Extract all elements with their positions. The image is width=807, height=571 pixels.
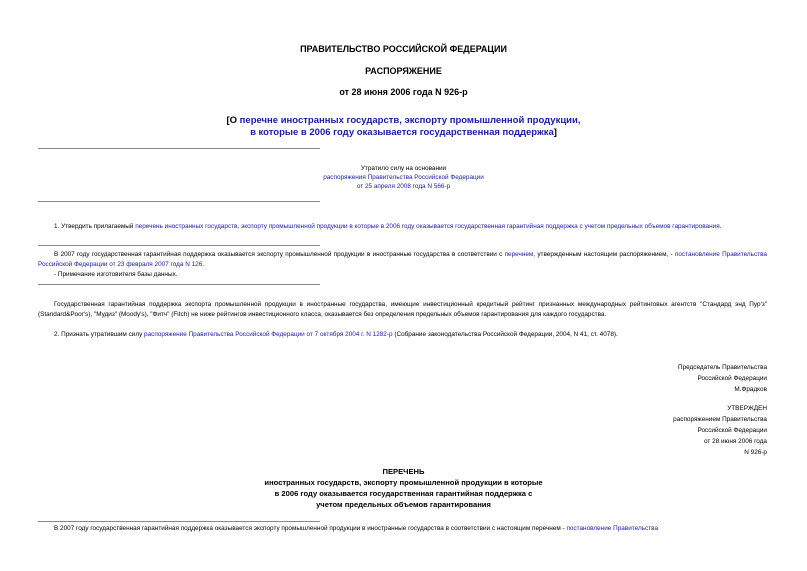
- divider: [38, 201, 320, 202]
- paragraph-1-text: 1. Утвердить прилагаемый: [54, 223, 136, 230]
- perechnem-link[interactable]: перечнем: [504, 251, 534, 258]
- signature-line-1: Председатель Правительства: [678, 364, 767, 371]
- signature-block: [567, 362, 767, 395]
- approval-line-5: N 926-р: [744, 449, 767, 456]
- divider: [38, 148, 320, 149]
- rasporyazhenie-1282-link[interactable]: распоряжение Правительства Российской Федерации от 7 октября 2004 г. N 1282-р: [144, 331, 393, 338]
- perechen-line-2: в 2006 году оказывается государственная гарантийная поддержка с: [274, 489, 533, 498]
- title-link-part-1[interactable]: перечне иностранных государств, экспорту промышленной продукции,: [239, 115, 581, 126]
- note-2007-end: .: [202, 261, 205, 268]
- postanovlenie-126-link[interactable]: постановление Правительства Российской Федерации от 23 февраля 2007 года N 126: [38, 251, 767, 268]
- expired-link-line-1[interactable]: распоряжения Правительства Российской Федерации: [323, 174, 484, 181]
- document-title-line-1: [0, 115, 807, 126]
- approval-line-1: УТВЕРЖДЕН: [727, 405, 767, 412]
- bottom-postanovlenie-link[interactable]: постановление Правительства: [566, 525, 659, 532]
- approval-line-4: от 28 июня 2006 года: [703, 438, 767, 445]
- expired-text: Утратило силу на основании: [360, 165, 447, 172]
- signature-line-2: Российской Федерации: [697, 375, 767, 382]
- paragraph-1-end: .: [719, 223, 722, 230]
- bottom-note-text: В 2007 году государственная гарантийная поддержка оказывается экспорту промышленной продукции в иностранные государства в соответствии с настоящим перечнем -: [54, 525, 567, 532]
- paragraph-2-text: 2. Признать утратившим силу: [54, 331, 145, 338]
- document-type: РАСПОРЯЖЕНИЕ: [365, 66, 442, 76]
- signature-line-3: М.Фрадков: [734, 386, 767, 393]
- divider: [38, 245, 320, 246]
- approval-line-2: распоряжением Правительства: [673, 416, 767, 423]
- database-remark: - Примечание изготовителя базы данных.: [54, 271, 178, 278]
- document-date-number: от 28 июня 2006 года N 926-р: [339, 87, 468, 97]
- divider: [38, 521, 320, 522]
- paragraph-1: [38, 222, 767, 232]
- title-open-bracket: [О: [226, 115, 240, 126]
- expired-link-line-2[interactable]: от 25 апреля 2008 года N 566-р: [356, 183, 451, 190]
- perechen-heading: ПЕРЕЧЕНЬ: [382, 467, 425, 476]
- government-heading: ПРАВИТЕЛЬСТВО РОССИЙСКОЙ ФЕДЕРАЦИИ: [300, 44, 507, 54]
- title-close-bracket: ]: [553, 127, 557, 138]
- title-link-part-2[interactable]: в которые в 2006 году оказывается государственная поддержка: [250, 127, 554, 138]
- note-2007-text: В 2007 году государственная гарантийная поддержка оказывается экспорту промышленной продукции в иностранные государства в соответствии с: [54, 251, 505, 258]
- note-2007-middle: , утвержденным настоящим распоряжением, -: [533, 251, 675, 258]
- paragraph-2: [38, 330, 767, 340]
- perechen-heading-block: [0, 466, 807, 510]
- document-title-line-2: [0, 127, 807, 138]
- perechen-line-1: иностранных государств, экспорту промышленной продукции в которые: [264, 478, 543, 487]
- note-2007: [38, 250, 767, 270]
- perechen-line-3: учетом предельных объемов гарантирования: [316, 500, 491, 509]
- divider: [38, 284, 320, 285]
- bottom-note: [38, 524, 767, 534]
- approval-block: [567, 403, 767, 458]
- approval-line-3: Российской Федерации: [697, 427, 767, 434]
- perechen-link[interactable]: перечень иностранных государств, экспорту промышленной продукции в которые в 2006 году оказывается государственная гарантийная поддержка с учетом предельных объемов гарантирования: [135, 223, 720, 230]
- expired-notice: [240, 164, 567, 191]
- paragraph-2-end: (Собрание законодательства Российской Федерации, 2004, N 41, ст. 4078).: [392, 331, 618, 338]
- paragraph-rating: Государственная гарантийная поддержка экспорта промышленной продукции в иностранные государства, имеющие инвестиционный кредитный рейтинг признанных международных рейтинговых агентств "Стандард энд Пур'з" (Standard&Poor's), "Мудиз" (Moody's), "Фитч" (Fitch) не ниже рейтингов инвестиционного класса, оказывается без определения предельных объемов гарантирования для каждого государства.: [38, 301, 767, 318]
